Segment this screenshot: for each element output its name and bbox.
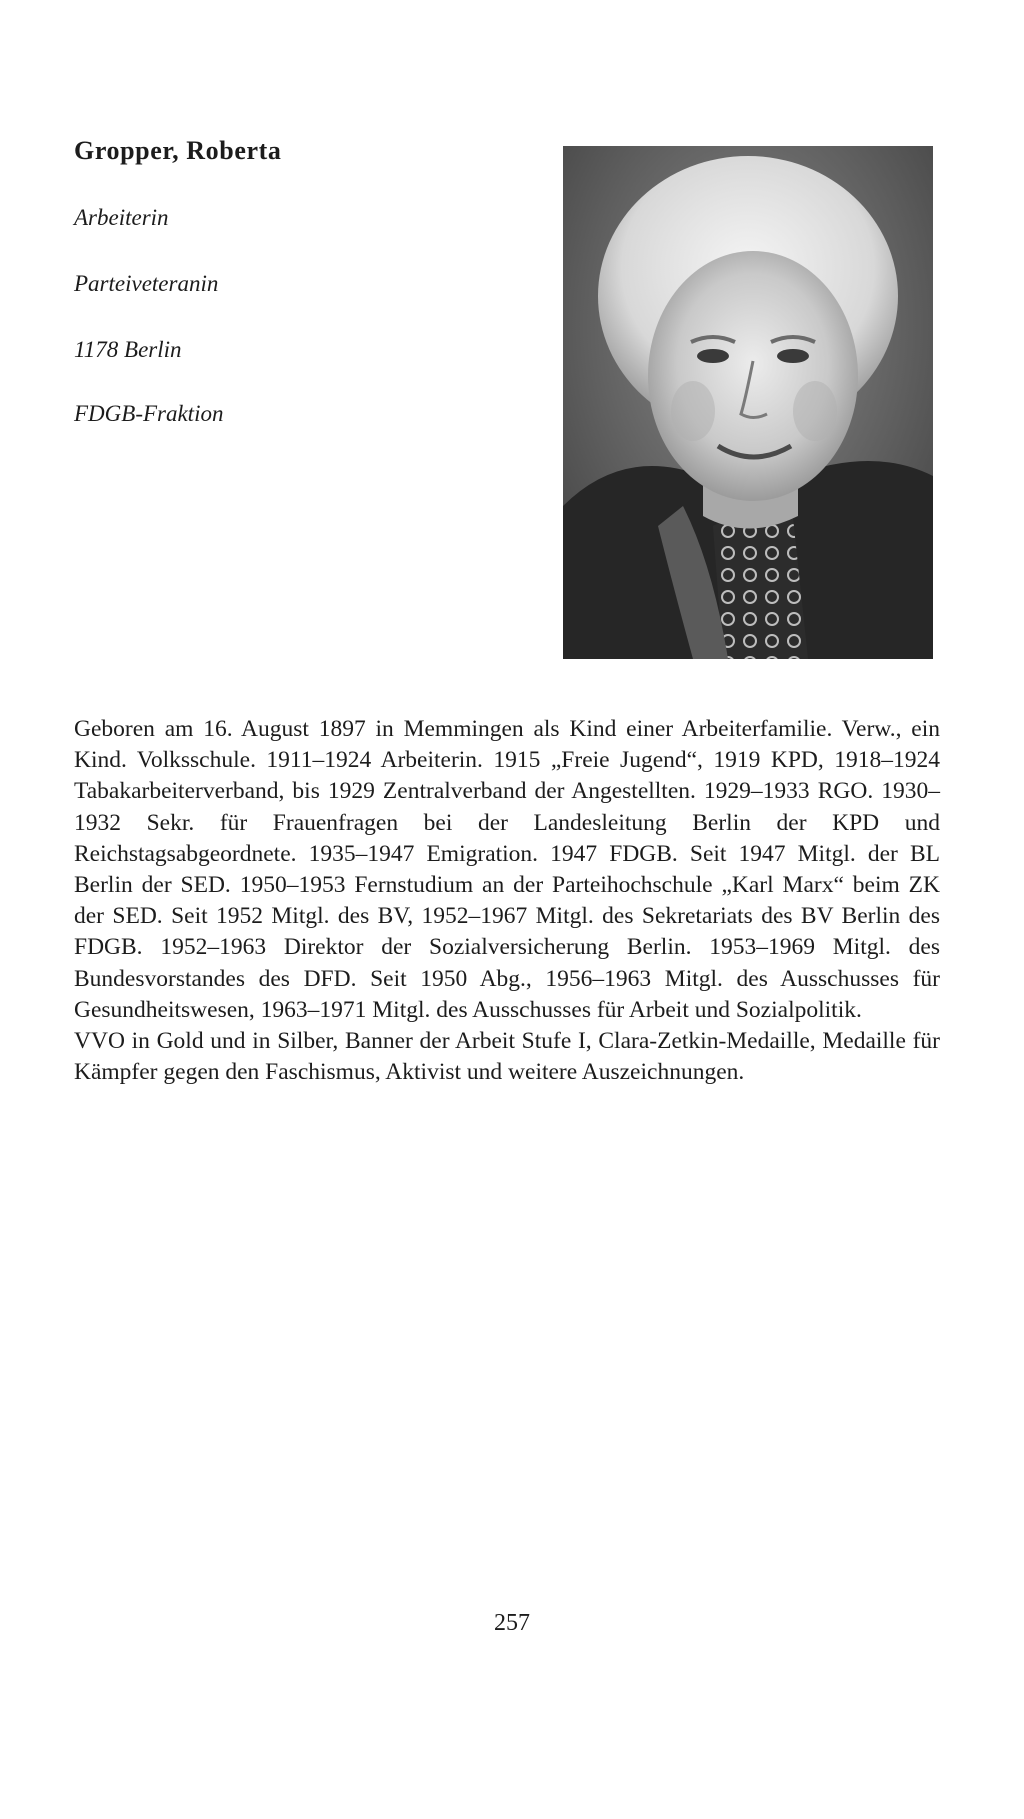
awards-paragraph: VVO in Gold und in Silber, Banner der Arbeit Stufe I, Clara-Zetkin-Medaille, Medaille für Kämpfer gegen den Faschismus, Aktivist und weitere Auszeichnungen. (74, 1028, 940, 1086)
page-number: 257 (494, 1610, 530, 1636)
biography-paragraph: Geboren am 16. August 1897 in Memmingen als Kind einer Arbeiterfamilie. Verw., ein Kind. Volksschule. 1911–1924 Arbeiterin. 1915 „Freie Jugend“, 1919 KPD, 1918–1924 Tabakarbeiterverband, bis 1929 Zentralverband der Angestellten. 1929–1933 RGO. 1930–1932 Sekr. für Frauenfragen bei der Landesleitung Berlin der KPD und Reichstagsabgeordnete. 1935–1947 Emigration. 1947 FDGB. Seit 1947 Mitgl. der BL Berlin der SED. 1950–1953 Fernstudium an der Parteihochschule „Karl Marx“ beim ZK der SED. Seit 1952 Mitgl. des BV, 1952–1967 Mitgl. des Sekretariats des BV Berlin des FDGB. 1952–1963 Direktor der Sozialversicherung Berlin. 1953–1969 Mitgl. des Bundesvorstandes des DFD. Seit 1950 Abg., 1956–1963 Mitgl. des Ausschusses für Gesundheitswesen, 1963–1971 Mitgl. des Ausschusses für Arbeit und Sozialpolitik. (74, 716, 940, 1023)
occupation: Arbeiterin (74, 205, 169, 230)
location: 1178 Berlin (74, 337, 182, 362)
portrait-image (563, 146, 933, 659)
person-name: Gropper, Roberta (74, 136, 282, 165)
biography (74, 714, 940, 1088)
portrait-photo (563, 146, 933, 659)
faction: FDGB-Fraktion (74, 401, 224, 426)
party-role: Parteiveteranin (74, 271, 219, 296)
